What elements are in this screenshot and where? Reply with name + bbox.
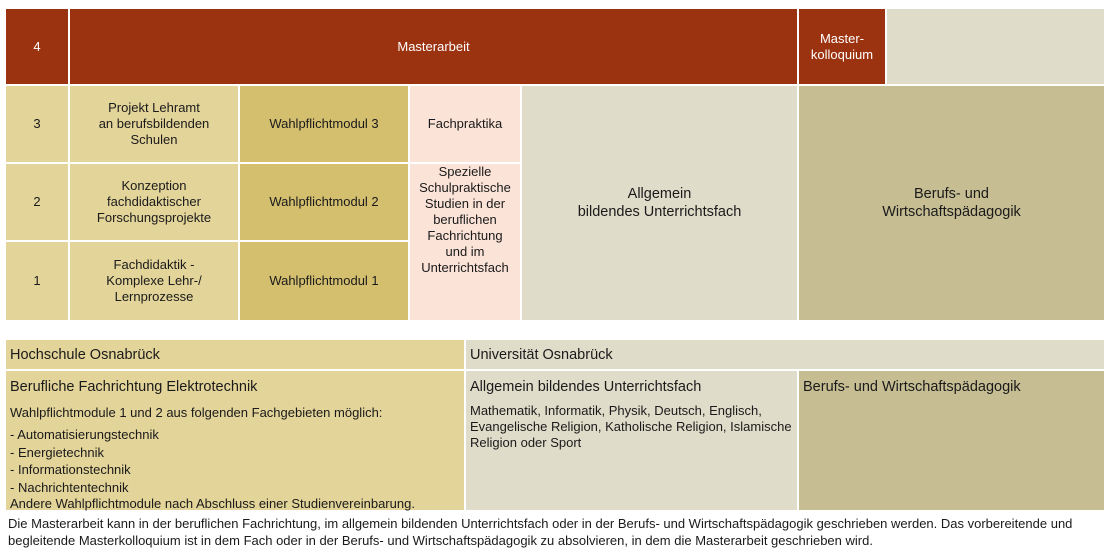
list-item: - Nachrichtentechnik <box>10 479 460 497</box>
footer-note: Die Masterarbeit kann in der beruflichen Fachrichtung, im allgemein bildenden Unterrichtsfach oder in der Berufs- und Wirtschaftspädagogik geschrieben werden. Das vorbereitende und begleitende Masterkolloquium ist in dem Fach oder in der Berufs- und Wirtschaftspädagogik zu absolvieren, in dem die Masterarbeit geschrieben wird. <box>8 516 1073 548</box>
wahlpflichtmodul-1-cell: Wahlpflichtmodul 1 <box>240 242 408 320</box>
wahlpflichtmodul-3-cell: Wahlpflichtmodul 3 <box>240 86 408 162</box>
semester-1-number: 1 <box>6 242 68 320</box>
unterrichtsfach-details <box>466 371 797 510</box>
projekt-lehramt-cell: Projekt Lehramt an berufsbildenden Schulen <box>70 86 238 162</box>
unterrichtsfach-list: Mathematik, Informatik, Physik, Deutsch, Englisch, Evangelische Religion, Katholische Religion, Islamische Religion oder Sport <box>470 403 792 450</box>
hochschule-details <box>6 371 464 510</box>
paedagogik-heading: Berufs- und Wirtschaftspädagogik <box>803 379 1021 395</box>
hochschule-title: Hochschule Osnabrück <box>10 346 160 363</box>
list-item: - Energietechnik <box>10 444 460 462</box>
masterarbeit-cell: Masterarbeit <box>70 9 797 84</box>
semester-4-number: 4 <box>6 9 68 84</box>
wahlpflichtmodul-2-cell: Wahlpflichtmodul 2 <box>240 164 408 240</box>
fachgebiete-list <box>10 426 460 496</box>
elektrotechnik-heading: Berufliche Fachrichtung Elektrotechnik <box>10 379 258 395</box>
schulpraktische-studien-cell <box>410 164 520 320</box>
masterkolloquium-cell: Master- kolloquium <box>799 9 885 84</box>
studienvereinbarung-note: Andere Wahlpflichtmodule nach Abschluss einer Studienvereinbarung. <box>10 496 415 511</box>
unterrichtsfach-heading: Allgemein bildendes Unterrichtsfach <box>470 379 702 395</box>
fachpraktika-cell: Fachpraktika <box>410 86 520 162</box>
semester-2-number: 2 <box>6 164 68 240</box>
schulpraktische-studien-label: Spezielle Schulpraktische Studien in der beruflichen Fachrichtung und im Unterrichtsfach <box>419 164 511 275</box>
berufs-wirtschaftspaedagogik-cell: Berufs- und Wirtschaftspädagogik <box>799 86 1104 320</box>
universitaet-title: Universität Osnabrück <box>470 346 613 363</box>
wahlpflicht-intro: Wahlpflichtmodule 1 und 2 aus folgenden Fachgebieten möglich: <box>10 405 383 420</box>
allgemein-unterrichtsfach-cell: Allgemein bildendes Unterrichtsfach <box>522 86 797 320</box>
list-item: - Automatisierungstechnik <box>10 426 460 444</box>
list-item: - Informationstechnik <box>10 461 460 479</box>
hochschule-header <box>6 340 464 369</box>
fachdidaktik-cell: Fachdidaktik - Komplexe Lehr-/ Lernprozesse <box>70 242 238 320</box>
empty-cell <box>887 9 1104 84</box>
semester-3-number: 3 <box>6 86 68 162</box>
konzeption-cell: Konzeption fachdidaktischer Forschungsprojekte <box>70 164 238 240</box>
paedagogik-details <box>799 371 1104 510</box>
universitaet-header <box>466 340 1104 369</box>
